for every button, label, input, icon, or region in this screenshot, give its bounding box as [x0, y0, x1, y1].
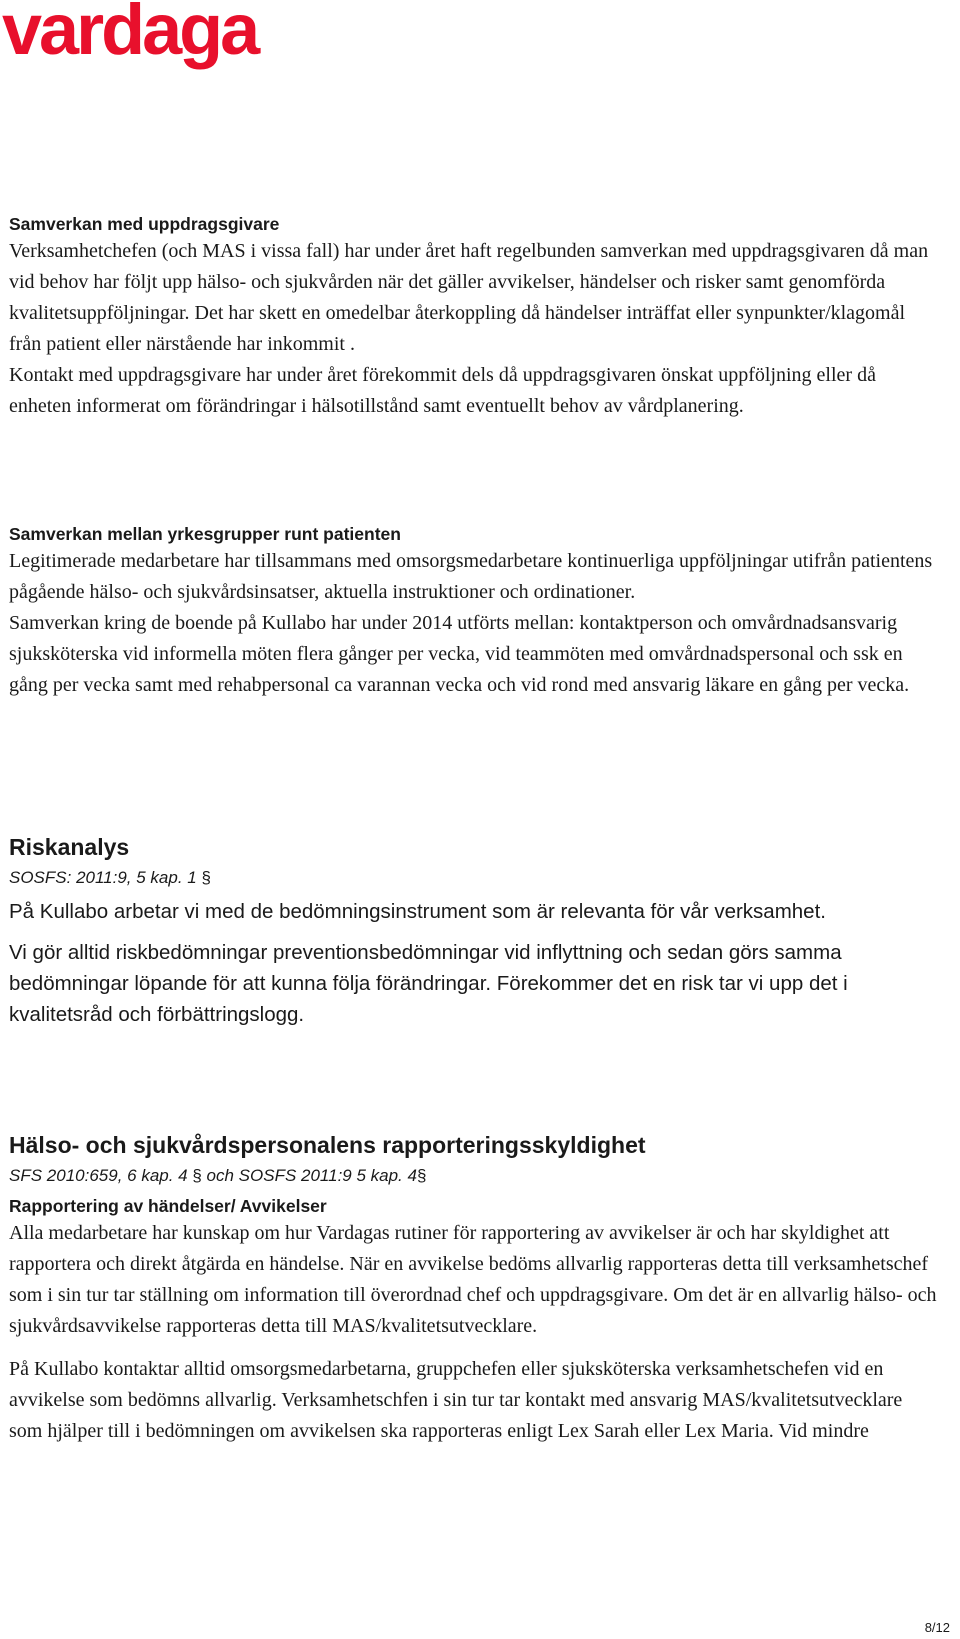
legal-reference	[9, 866, 939, 890]
paragraph: På Kullabo arbetar vi med de bedömningsinstrument som är relevanta för vår verksamhet.	[9, 900, 826, 923]
paragraph-sign: §	[416, 1166, 427, 1185]
paragraph: Samverkan kring de boende på Kullabo har under 2014 utförts mellan: kontaktperson och omvårdnadsansvarig sjuksköterska vid informella möten flera gånger per vecka, vid teammöten med omvårdnadspersonal och ssk en gång per vecka samt med rehabpersonal ca varannan vecka och vid rond med ansvarig läkare en gång per vecka.	[9, 612, 910, 696]
paragraph: Alla medarbetare har kunskap om hur Vardagas rutiner för rapportering av avvikelser är och har skyldighet att rapportera och direkt åtgärda en händelse. När en avvikelse bedöms allvarlig rapporteras detta till verksamhetschef som i sin tur tar ställning om information till överordnad chef och uppdragsgivare. Om det är en allvarlig hälso- och sjukvårdsavvikelse rapporteras detta till MAS/kvalitetsutvecklare.	[9, 1222, 937, 1337]
legal-reference	[9, 1164, 939, 1188]
vardaga-logo-text: vardaga	[2, 2, 258, 70]
reference-text: och SOSFS 2011:9 5 kap. 4	[201, 1166, 417, 1185]
page-number: 8/12	[924, 1620, 950, 1635]
subheading: Rapportering av händelser/ Avvikelser	[9, 1196, 327, 1216]
paragraph: Kontakt med uppdragsgivare har under året förekommit dels då uppdragsgivaren önskat uppföljning eller då enheten informerat om förändringar i hälsotillstånd samt eventuellt behov av vårdplanering.	[9, 364, 876, 417]
paragraph: På Kullabo kontaktar alltid omsorgsmedarbetarna, gruppchefen eller sjuksköterska verksamhetschefen vid en avvikelse som bedömns allvarlig. Verksamhetschfen i sin tur tar kontakt med ansvarig MAS/kvalitetsutvecklare som hjälper till i bedömningen om avvikelsen ska rapporteras enligt Lex Sarah eller Lex Maria. Vid mindre	[9, 1358, 903, 1442]
section-samverkan-yrkesgrupper	[9, 522, 939, 701]
section-rapporteringsskyldighet	[9, 1130, 939, 1447]
section-samverkan-uppdragsgivare	[9, 212, 939, 422]
reference-text: SOSFS: 2011:9, 5 kap. 1	[9, 868, 197, 887]
section-riskanalys	[9, 832, 939, 1030]
section-heading: Samverkan med uppdragsgivare	[9, 214, 280, 234]
vardaga-logo	[2, 2, 308, 86]
paragraph-sign: §	[196, 868, 211, 887]
paragraph: Verksamhetchefen (och MAS i vissa fall) har under året haft regelbunden samverkan med uppdragsgivaren då man vid behov har följt upp hälso- och sjukvården när det gäller avvikelser, händelser och risker samt genomförda kvalitetsuppföljningar. Det har skett en omedelbar återkoppling då händelser inträffat eller synpunkter/klagomål från patient eller närstående har inkommit .	[9, 240, 929, 355]
paragraph: Vi gör alltid riskbedömningar preventionsbedömningar vid inflyttning och sedan görs samma bedömningar löpande för att kunna följa förändringar. Förekommer det en risk tar vi upp det i kvalitetsråd och förbättringslogg.	[9, 941, 848, 1026]
section-heading: Riskanalys	[9, 834, 130, 860]
paragraph-sign: §	[187, 1166, 202, 1185]
section-heading: Samverkan mellan yrkesgrupper runt patienten	[9, 524, 401, 544]
paragraph: Legitimerade medarbetare har tillsammans med omsorgsmedarbetare kontinuerliga uppföljningar utifrån patientens pågående hälso- och sjukvårdsinsatser, aktuella instruktioner och ordinationer.	[9, 550, 933, 603]
reference-text: SFS 2010:659, 6 kap. 4	[9, 1166, 188, 1185]
section-heading: Hälso- och sjukvårdspersonalens rapporteringsskyldighet	[9, 1132, 646, 1158]
